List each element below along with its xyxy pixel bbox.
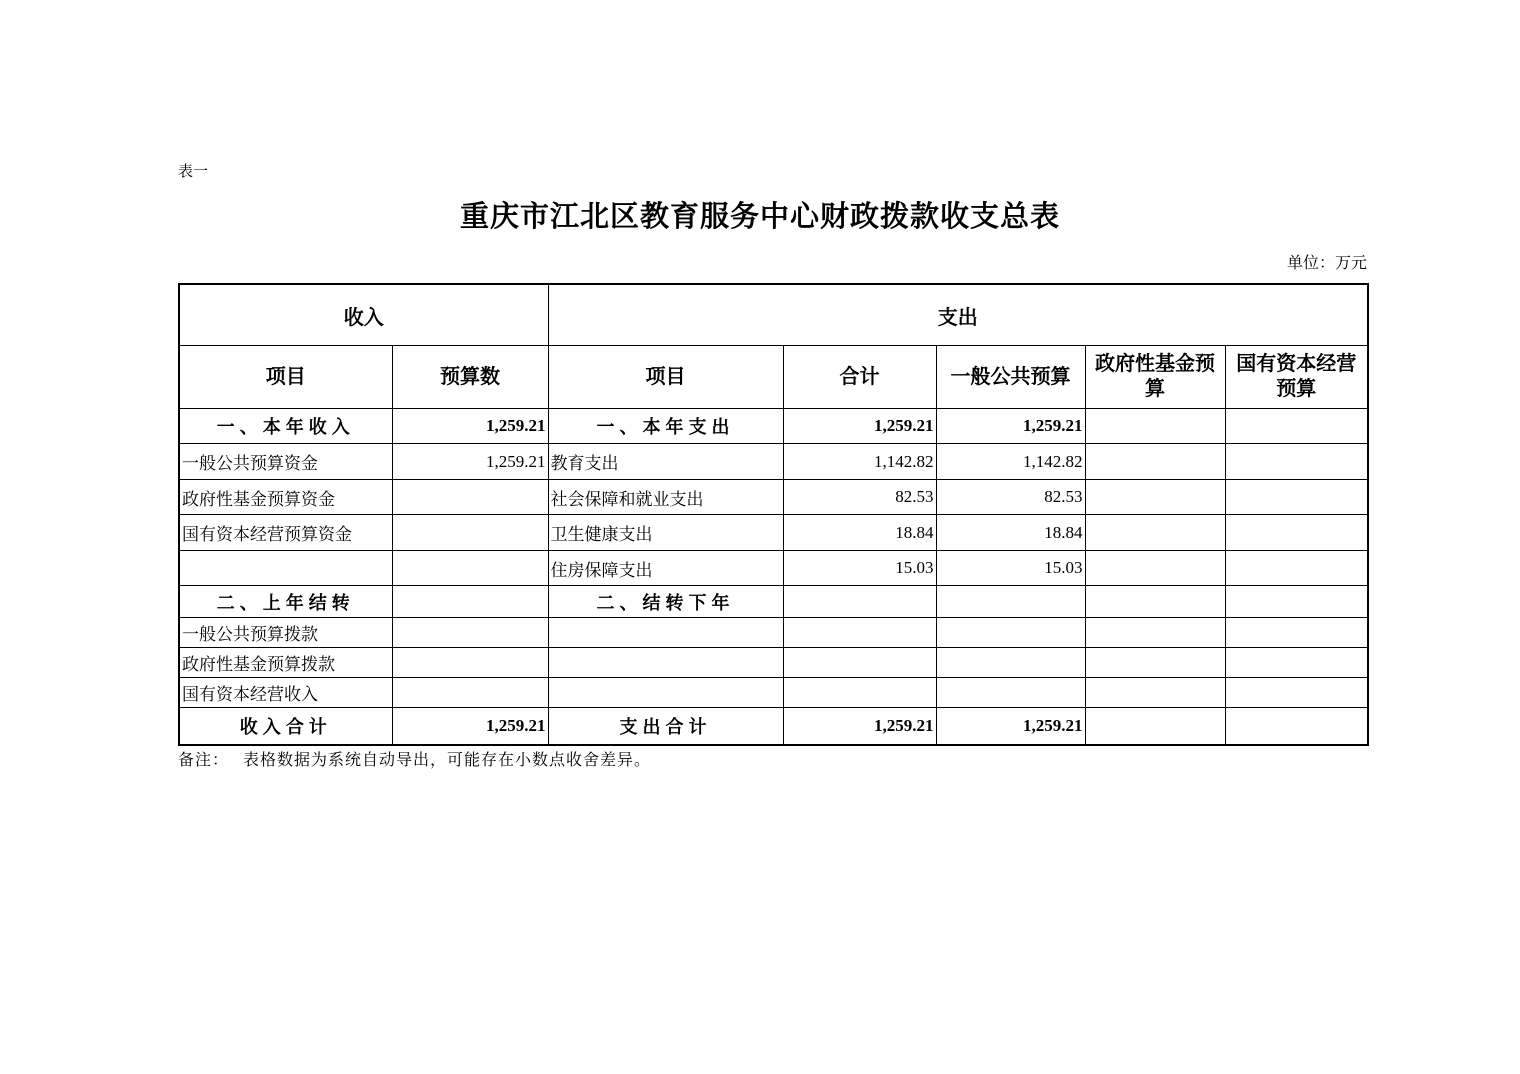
- income-item-cell: 二、上年结转: [179, 586, 392, 618]
- table-row: [179, 618, 1368, 648]
- col-header-expense-total: 合计: [783, 346, 936, 409]
- table-row: [179, 678, 1368, 708]
- expense-gov-fund-cell: [1085, 648, 1225, 678]
- unit-note: 单位：万元: [1286, 255, 1367, 272]
- document-title: 重庆市江北区教育服务中心财政拨款收支总表: [459, 201, 1060, 233]
- expense-gov-fund-cell: [1085, 480, 1225, 515]
- col-header-general-public-budget: 一般公共预算: [936, 346, 1085, 409]
- expense-general-budget-cell: 1,259.21: [936, 708, 1085, 745]
- income-budget-cell: [392, 586, 548, 618]
- income-budget-cell: 1,259.21: [392, 708, 548, 745]
- expense-general-budget-cell: 1,142.82: [936, 444, 1085, 480]
- expense-state-capital-cell: [1225, 409, 1368, 444]
- income-item-cell: 国有资本经营预算资金: [179, 515, 392, 551]
- expense-total-cell: 1,142.82: [783, 444, 936, 480]
- col-header-income-item: 项目: [179, 346, 392, 409]
- expense-state-capital-cell: [1225, 444, 1368, 480]
- income-item-cell: [179, 551, 392, 586]
- expense-total-cell: 18.84: [783, 515, 936, 551]
- expense-general-budget-cell: 18.84: [936, 515, 1085, 551]
- table-row: [179, 409, 1368, 444]
- expense-state-capital-cell: [1225, 515, 1368, 551]
- income-budget-cell: [392, 515, 548, 551]
- expense-general-budget-cell: 82.53: [936, 480, 1085, 515]
- footnote-label: 备注：: [178, 752, 230, 769]
- expense-total-cell: 15.03: [783, 551, 936, 586]
- expense-state-capital-cell: [1225, 648, 1368, 678]
- expense-gov-fund-cell: [1085, 708, 1225, 745]
- col-header-gov-fund-budget: 政府性基金预算: [1085, 346, 1225, 409]
- budget-summary-table: [178, 283, 1369, 746]
- expense-gov-fund-cell: [1085, 678, 1225, 708]
- expense-general-budget-cell: 15.03: [936, 551, 1085, 586]
- expense-section-header: 支出: [548, 284, 1368, 346]
- income-item-cell: 收入合计: [179, 708, 392, 745]
- expense-total-cell: [783, 678, 936, 708]
- expense-item-cell: 支出合计: [548, 708, 783, 745]
- income-item-cell: 政府性基金预算拨款: [179, 648, 392, 678]
- expense-gov-fund-cell: [1085, 515, 1225, 551]
- expense-state-capital-cell: [1225, 618, 1368, 648]
- table-row: [179, 515, 1368, 551]
- footnote: [178, 747, 651, 770]
- expense-state-capital-cell: [1225, 480, 1368, 515]
- table-row: [179, 648, 1368, 678]
- expense-gov-fund-cell: [1085, 444, 1225, 480]
- income-budget-cell: [392, 551, 548, 586]
- income-item-cell: 一、本年收入: [179, 409, 392, 444]
- expense-item-cell: 教育支出: [548, 444, 783, 480]
- table-column-header-row: [179, 346, 1368, 409]
- income-item-cell: 一般公共预算资金: [179, 444, 392, 480]
- expense-item-cell: 住房保障支出: [548, 551, 783, 586]
- expense-general-budget-cell: 1,259.21: [936, 409, 1085, 444]
- expense-total-cell: [783, 648, 936, 678]
- expense-gov-fund-cell: [1085, 409, 1225, 444]
- expense-item-cell: [548, 618, 783, 648]
- expense-item-cell: [548, 678, 783, 708]
- income-budget-cell: [392, 618, 548, 648]
- expense-state-capital-cell: [1225, 586, 1368, 618]
- table-row: [179, 708, 1368, 745]
- expense-general-budget-cell: [936, 678, 1085, 708]
- expense-total-cell: 1,259.21: [783, 708, 936, 745]
- expense-state-capital-cell: [1225, 551, 1368, 586]
- table-group-header-row: [179, 284, 1368, 346]
- income-budget-cell: 1,259.21: [392, 409, 548, 444]
- income-section-header: 收入: [179, 284, 548, 346]
- expense-general-budget-cell: [936, 618, 1085, 648]
- expense-total-cell: 1,259.21: [783, 409, 936, 444]
- expense-general-budget-cell: [936, 648, 1085, 678]
- expense-total-cell: [783, 586, 936, 618]
- expense-gov-fund-cell: [1085, 618, 1225, 648]
- income-budget-cell: [392, 678, 548, 708]
- expense-total-cell: [783, 618, 936, 648]
- col-header-state-capital-budget: 国有资本经营预算: [1225, 346, 1368, 409]
- expense-item-cell: 社会保障和就业支出: [548, 480, 783, 515]
- income-budget-cell: [392, 480, 548, 515]
- expense-item-cell: 一、本年支出: [548, 409, 783, 444]
- col-header-income-budget: 预算数: [392, 346, 548, 409]
- expense-general-budget-cell: [936, 586, 1085, 618]
- col-header-expense-item: 项目: [548, 346, 783, 409]
- expense-item-cell: 卫生健康支出: [548, 515, 783, 551]
- expense-total-cell: 82.53: [783, 480, 936, 515]
- table-row: [179, 551, 1368, 586]
- footnote-text: 表格数据为系统自动导出，可能存在小数点收舍差异。: [243, 752, 652, 769]
- table-row: [179, 586, 1368, 618]
- expense-gov-fund-cell: [1085, 586, 1225, 618]
- expense-state-capital-cell: [1225, 678, 1368, 708]
- table-row: [179, 480, 1368, 515]
- expense-gov-fund-cell: [1085, 551, 1225, 586]
- expense-state-capital-cell: [1225, 708, 1368, 745]
- income-item-cell: 政府性基金预算资金: [179, 480, 392, 515]
- income-item-cell: 一般公共预算拨款: [179, 618, 392, 648]
- income-budget-cell: 1,259.21: [392, 444, 548, 480]
- table-row: [179, 444, 1368, 480]
- income-budget-cell: [392, 648, 548, 678]
- expense-item-cell: [548, 648, 783, 678]
- table-number-label: 表一: [178, 164, 209, 180]
- income-item-cell: 国有资本经营收入: [179, 678, 392, 708]
- expense-item-cell: 二、结转下年: [548, 586, 783, 618]
